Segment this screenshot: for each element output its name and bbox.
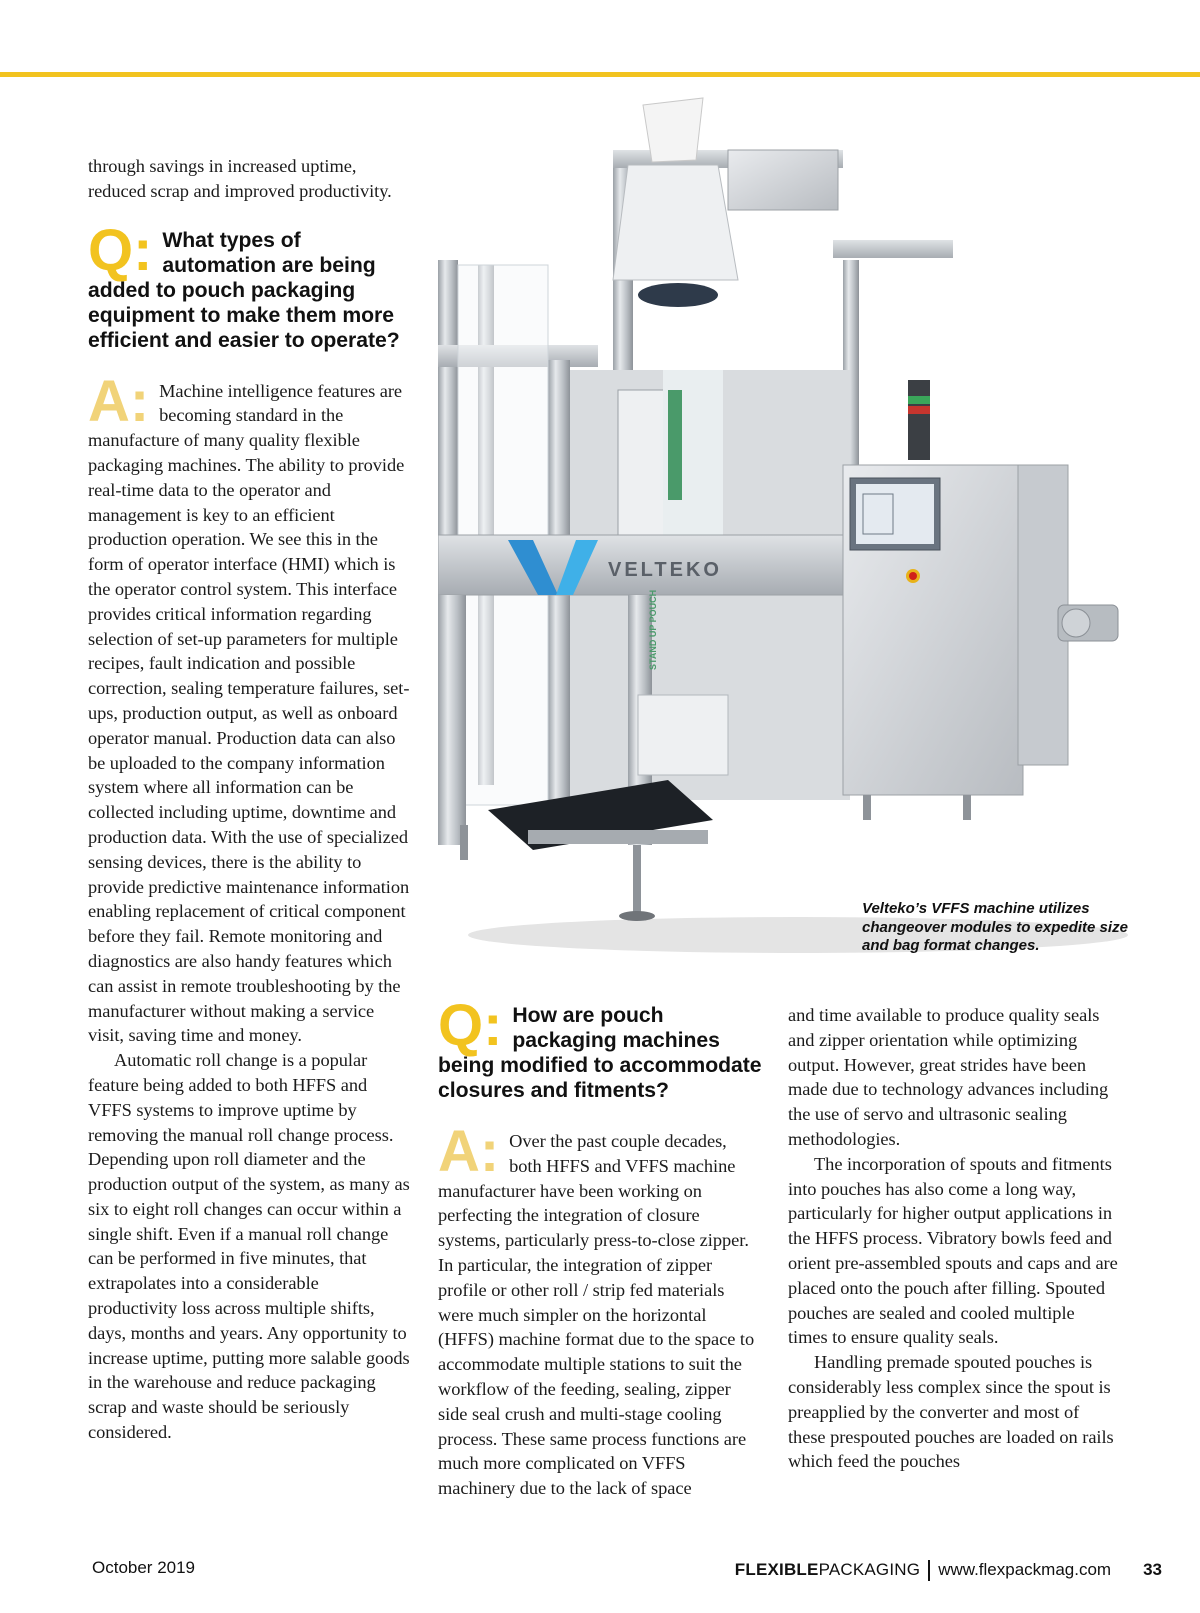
- funnel: [613, 165, 738, 280]
- hopper-chute: [643, 98, 703, 162]
- answer-2-text: Over the past couple decades, both HFFS and VFFS machine manufacturer have been working on perfecting the integration of closure systems, particularly press-to-close zipper. In particular, the integration of zipper profile or other roll / strip fed materials were much simpler on the horizontal (HFFS) machine format due to the space to accommodate multiple stations to suit the workflow of the feeding, sealing, zipper side seal crush and multi-stage cooling process. These same process functions are much more complicated on VFFS machinery due to the lack of space: [438, 1131, 755, 1499]
- answer-2-paragraph-3: Handling premade spouted pouches is considerably less complex since the spout is preapplied by the converter and most of these prespouted pouches are loaded on rails which feed the pouches: [788, 1352, 1114, 1472]
- lead-paragraph: through savings in increased uptime, reduced scrap and improved productivity.: [88, 156, 392, 201]
- emergency-stop-button: [909, 572, 917, 580]
- question-1: [88, 217, 410, 353]
- foot-left-1: [460, 825, 468, 860]
- answer-1-text: Machine intelligence features are becoming standard in the manufacture of many quality flexible packaging machines. The ability to provide real-time data to the operator and management is key to an efficient production operation. We see this in the form of operator interface (HMI) which is the operator control system. This interface provides critical information regarding selection of set-up parameters for multiple recipes, fault indication and possible correction, sealing temperature failures, set-ups, production output, as well as onboard operator manual. Production data can also be uploaded to the company information system where all information can be collected including uptime, downtime and production data. With the use of specialized sensing devices, there is the ability to provide predictive maintenance information enabling replacement of critical component before they fail. Remote monitoring and diagnostics are also handy features which can assist in remote troubleshooting by the manufacturer without making a service visit, saving time and money.: [88, 380, 410, 1046]
- question-marker: Q:: [88, 217, 153, 283]
- photo-caption: Velteko’s VFFS machine utilizes changeover modules to expedite size and bag format changes.: [862, 900, 1128, 954]
- magazine-name-bold: FLEXIBLE: [734, 1560, 819, 1579]
- brand-label: VELTEKO: [608, 559, 722, 581]
- foot-pad-center: [619, 911, 655, 921]
- weigher-box: [728, 150, 838, 210]
- dosing-ring: [638, 283, 718, 307]
- article-column-1: [88, 154, 410, 1445]
- page-number: 33: [1143, 1560, 1162, 1579]
- question-marker: Q:: [438, 993, 503, 1058]
- answer-2-paragraph-2: The incorporation of spouts and fitments into pouches has also come a long way, particularly for higher output applications in the HFFS process. Vibratory bowls feed and orient pre-assembled spouts and caps and are placed onto the pouch after filling. Spouted pouches are sealed and cooled multiple times to ensure quality seals.: [788, 1153, 1118, 1348]
- article-column-2: [438, 993, 763, 1501]
- question-1-text: What types of automation are being added to pouch packaging equipment to make them more efficient and easier to operate?: [88, 228, 400, 352]
- sensor-tower: [908, 380, 930, 460]
- footer-divider: [928, 1560, 930, 1581]
- upper-arm: [833, 240, 953, 258]
- sensor-light-red: [908, 406, 930, 414]
- question-2-text: How are pouch packaging machines being modified to accommodate closures and fitments?: [438, 1004, 762, 1102]
- answer-2-continued: and time available to produce quality seals and zipper orientation while optimizing output. However, great strides have been made due to technology advances including the use of servo and ultrasonic sealing methodologies.: [788, 1005, 1109, 1149]
- foot-right-1: [863, 795, 871, 820]
- answer-marker: A:: [438, 1119, 500, 1184]
- question-2: [438, 993, 763, 1103]
- pouch-label: STAND UP POUCH: [648, 589, 658, 670]
- foot-right-2: [963, 795, 971, 820]
- answer-2: [438, 1119, 763, 1501]
- footer-magazine: [735, 1558, 1162, 1582]
- foot-center: [633, 845, 641, 915]
- article-column-3: [788, 1003, 1118, 1474]
- sealing-jaws: [638, 695, 728, 775]
- answer-marker: A:: [88, 368, 150, 434]
- motor-housing: [1062, 609, 1090, 637]
- hmi-screen: [856, 484, 934, 544]
- answer-1: [88, 368, 410, 1049]
- top-accent-rule: [0, 72, 1200, 77]
- front-left-leg: [438, 595, 466, 845]
- velteko-machine-photo: [438, 90, 1160, 970]
- pouch-film-strip: [668, 390, 682, 500]
- magazine-name-light: PACKAGING: [818, 1560, 921, 1579]
- footer-date: October 2019: [92, 1558, 196, 1577]
- answer-1-paragraph-2: Automatic roll change is a popular feature being added to both HFFS and VFFS systems to improve uptime by removing the manual roll change process. Depending upon roll diameter and the production output of the system, as many as six to eight roll changes can occur within a single shift. Even if a manual roll change can be performed in five minutes, that extrapolates into a considerable productivity loss across multiple shifts, days, months and years. Any opportunity to increase uptime, putting more salable goods in the warehouse and reduce packaging scrap and waste should be seriously considered.: [88, 1050, 410, 1443]
- forming-tube: [618, 390, 668, 550]
- sensor-light-green: [908, 396, 930, 404]
- conveyor-frame: [528, 830, 708, 844]
- magazine-url[interactable]: www.flexpackmag.com: [938, 1560, 1112, 1579]
